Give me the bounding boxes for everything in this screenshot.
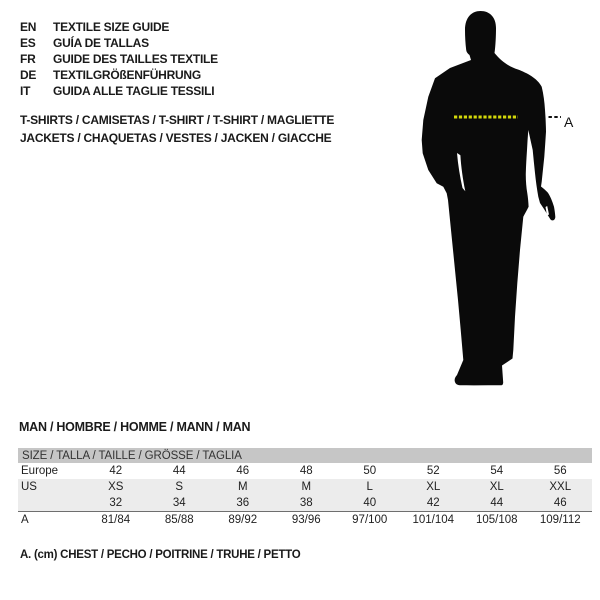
language-code: IT xyxy=(20,84,31,98)
language-row xyxy=(20,83,218,99)
size-cell: 56 xyxy=(553,465,567,477)
category-line-tshirts: T-SHIRTS / CAMISETAS / T-SHIRT / T-SHIRT / MAGLIETTE xyxy=(20,113,335,127)
size-cell: 38 xyxy=(275,495,339,512)
language-title: GUÍA DE TALLAS xyxy=(53,36,149,50)
size-cell: XS xyxy=(84,479,148,495)
size-cell: 109/112 xyxy=(529,512,593,529)
size-cell: XL xyxy=(402,479,466,495)
size-cell: XL xyxy=(465,479,529,495)
size-cell: M xyxy=(211,479,275,495)
size-row-label xyxy=(18,495,84,512)
measurement-a-label: A xyxy=(564,114,574,130)
size-row-label: Europe xyxy=(21,465,59,477)
category-line-jackets: JACKETS / CHAQUETAS / VESTES / JACKEN / GIACCHE xyxy=(20,130,332,145)
male-silhouette-figure xyxy=(405,8,600,398)
language-code: EN xyxy=(20,20,37,34)
language-row xyxy=(20,67,218,83)
language-title: TEXTILE SIZE GUIDE xyxy=(53,20,170,34)
table-row-europe xyxy=(18,463,592,479)
size-cell: 42 xyxy=(109,465,123,477)
language-title: GUIDA ALLE TAGLIE TESSILI xyxy=(53,84,215,98)
size-cell: 89/92 xyxy=(211,512,275,529)
language-row xyxy=(20,35,218,51)
size-cell: 44 xyxy=(465,495,529,512)
language-code: DE xyxy=(20,68,37,82)
language-list xyxy=(20,19,218,99)
size-cell: S xyxy=(148,479,212,495)
section-heading: MAN / HOMBRE / HOMME / MANN / MAN xyxy=(19,420,251,434)
size-row-label: US xyxy=(18,479,84,495)
size-cell: 52 xyxy=(426,465,440,477)
size-cell: 46 xyxy=(236,465,250,477)
size-cell: 101/104 xyxy=(402,512,466,529)
size-cell: 85/88 xyxy=(148,512,212,529)
size-cell: 105/108 xyxy=(465,512,529,529)
table-row-chest-a xyxy=(18,512,592,529)
size-cell: 34 xyxy=(148,495,212,512)
size-cell: 36 xyxy=(211,495,275,512)
size-cell: 32 xyxy=(84,495,148,512)
table-row-us xyxy=(18,479,592,495)
language-code: ES xyxy=(20,36,36,50)
language-title: TEXTILGRÖßENFÜHRUNG xyxy=(53,68,201,82)
size-cell: 42 xyxy=(402,495,466,512)
category-list xyxy=(20,112,334,147)
size-table-header: SIZE / TALLA / TAILLE / GRÖSSE / TAGLIA xyxy=(18,448,592,463)
size-cell: 97/100 xyxy=(338,512,402,529)
size-cell: L xyxy=(338,479,402,495)
size-cell: 48 xyxy=(299,465,313,477)
male-silhouette-icon xyxy=(405,8,600,398)
language-row xyxy=(20,51,218,67)
language-row xyxy=(20,19,218,35)
table-row-us-numeric xyxy=(18,495,592,512)
size-cell: 50 xyxy=(363,465,377,477)
size-cell: 46 xyxy=(529,495,593,512)
size-cell: 93/96 xyxy=(275,512,339,529)
language-title: GUIDE DES TAILLES TEXTILE xyxy=(53,52,218,66)
size-table-header-row xyxy=(18,448,592,463)
size-cell: XXL xyxy=(529,479,593,495)
size-cell: 54 xyxy=(490,465,504,477)
language-code: FR xyxy=(20,52,36,66)
size-cell: 40 xyxy=(338,495,402,512)
size-table xyxy=(18,448,592,528)
size-cell: 44 xyxy=(172,465,186,477)
measurement-footnote: A. (cm) CHEST / PECHO / POITRINE / TRUHE / PETTO xyxy=(20,549,301,561)
size-cell: 81/84 xyxy=(84,512,148,529)
size-cell: M xyxy=(275,479,339,495)
size-row-label: A xyxy=(18,512,84,529)
silhouette-path xyxy=(422,11,556,385)
